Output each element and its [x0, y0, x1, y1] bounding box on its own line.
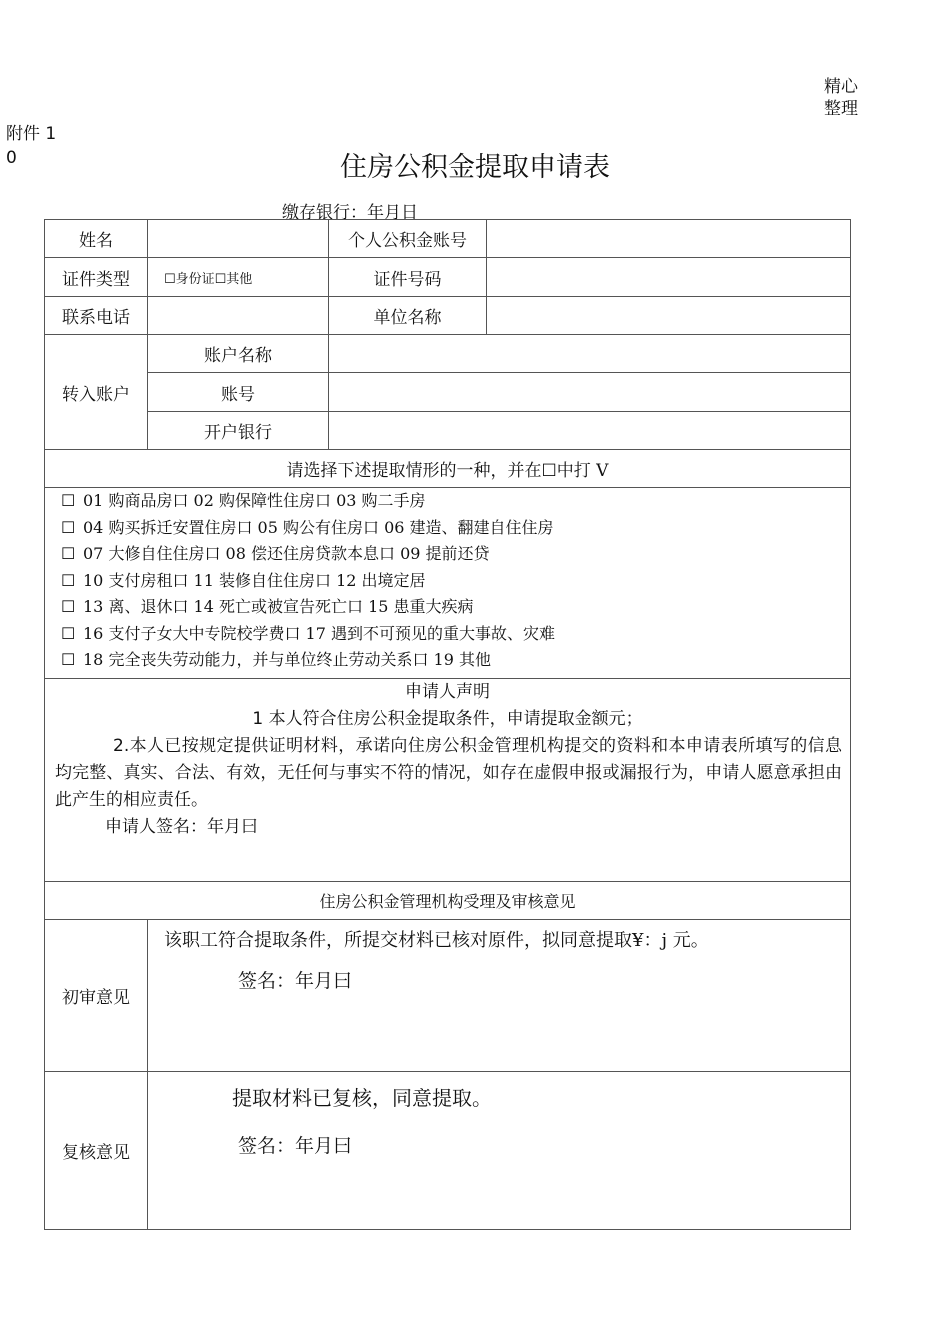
option-row[interactable]	[45, 647, 850, 674]
bank-line: 缴存银行：年月日	[282, 203, 418, 223]
transfer-account-label: 转入账户	[45, 335, 148, 450]
checkbox-icon[interactable]: ☐	[61, 623, 76, 643]
application-form	[44, 219, 851, 1230]
option-text: 13 离、退休口 14 死亡或被宣告死亡口 15 患重大疾病	[83, 597, 474, 616]
option-row[interactable]	[45, 541, 850, 568]
corner-note-line: 整理	[824, 99, 858, 119]
bank-field[interactable]	[329, 412, 851, 450]
employer-label: 单位名称	[329, 297, 487, 335]
checkbox-icon[interactable]: ☐	[61, 544, 76, 563]
corner-note-line: 精心	[824, 77, 858, 97]
bank-label: 开户银行	[148, 412, 329, 450]
checkbox-icon[interactable]: ☐	[61, 650, 76, 669]
phone-label: 联系电话	[45, 297, 148, 335]
initial-review-text: 该职工符合提取条件，所提交材料已核对原件，拟同意提取¥：j 元。	[164, 930, 709, 951]
initial-review-signature[interactable]: 签名：年月曰	[238, 970, 353, 992]
page-title: 住房公积金提取申请表	[340, 152, 610, 183]
id-no-label: 证件号码	[329, 258, 487, 297]
review-header: 住房公积金管理机构受理及审核意见	[45, 882, 851, 920]
applicant-signature[interactable]: 申请人签名：年月曰	[105, 817, 258, 837]
name-label: 姓名	[45, 220, 148, 258]
applicant-declaration	[45, 679, 851, 882]
initial-review-label: 初审意见	[45, 920, 148, 1072]
account-name-label: 账户名称	[148, 335, 329, 373]
attachment-line: 0	[6, 148, 17, 168]
corner-note	[824, 76, 858, 120]
account-label: 账号	[148, 373, 329, 412]
option-row[interactable]	[45, 621, 850, 648]
attachment-line: 附件 1	[6, 124, 57, 144]
option-text: 04 购买拆迁安置住房口 05 购公有住房口 06 建造、翻建自住住房	[83, 517, 554, 537]
recheck-signature[interactable]: 签名：年月曰	[238, 1135, 353, 1157]
initial-review-cell	[148, 920, 851, 1072]
option-text: 16 支付子女大中专院校学费口 17 遇到不可预见的重大事故、灾难	[83, 623, 555, 643]
option-row[interactable]	[45, 515, 850, 542]
recheck-label: 复核意见	[45, 1072, 148, 1230]
employer-field[interactable]	[487, 297, 851, 335]
id-no-field[interactable]	[487, 258, 851, 297]
checkbox-icon[interactable]: ☐	[61, 517, 76, 537]
option-row[interactable]	[45, 568, 850, 595]
declaration-line-2: 2.本人已按规定提供证明材料，承诺向住房公积金管理机构提交的资料和本申请表所填写的信息均完整、真实、合法、有效，无任何与事实不符的情况，如存在虚假申报或漏报行为，申请人愿意承担由此产生的相应责任。	[55, 736, 842, 810]
declaration-line-1: 1 本人符合住房公积金提取条件，申请提取金额元；	[252, 709, 643, 729]
checkbox-icon[interactable]: ☐	[61, 597, 76, 616]
select-instruction: 请选择下述提取情形的一种，并在☐中打 V	[45, 450, 851, 488]
option-row[interactable]	[45, 488, 850, 515]
id-type-label: 证件类型	[45, 258, 148, 297]
recheck-text: 提取材料已复核，同意提取。	[232, 1086, 492, 1110]
option-row[interactable]	[45, 594, 850, 621]
account-name-field[interactable]	[329, 335, 851, 373]
checkbox-icon[interactable]: ☐	[61, 570, 76, 590]
phone-field[interactable]	[148, 297, 329, 335]
option-text: 10 支付房租口 11 装修自住住房口 12 出境定居	[83, 570, 426, 590]
option-text: 07 大修自住住房口 08 偿还住房贷款本息口 09 提前还贷	[83, 544, 490, 563]
declaration-title: 申请人声明	[405, 682, 490, 702]
option-text: 01 购商品房口 02 购保障性住房口 03 购二手房	[83, 491, 426, 510]
account-no-label: 个人公积金账号	[329, 220, 487, 258]
option-text: 18 完全丧失劳动能力，并与单位终止劳动关系口 19 其他	[83, 650, 491, 669]
recheck-cell	[148, 1072, 851, 1230]
id-type-options[interactable]: ☐身份证☐其他	[148, 258, 329, 297]
account-no-field[interactable]	[487, 220, 851, 258]
checkbox-icon[interactable]: ☐	[61, 491, 76, 510]
account-field[interactable]	[329, 373, 851, 412]
withdrawal-options	[45, 488, 851, 679]
name-field[interactable]	[148, 220, 329, 258]
